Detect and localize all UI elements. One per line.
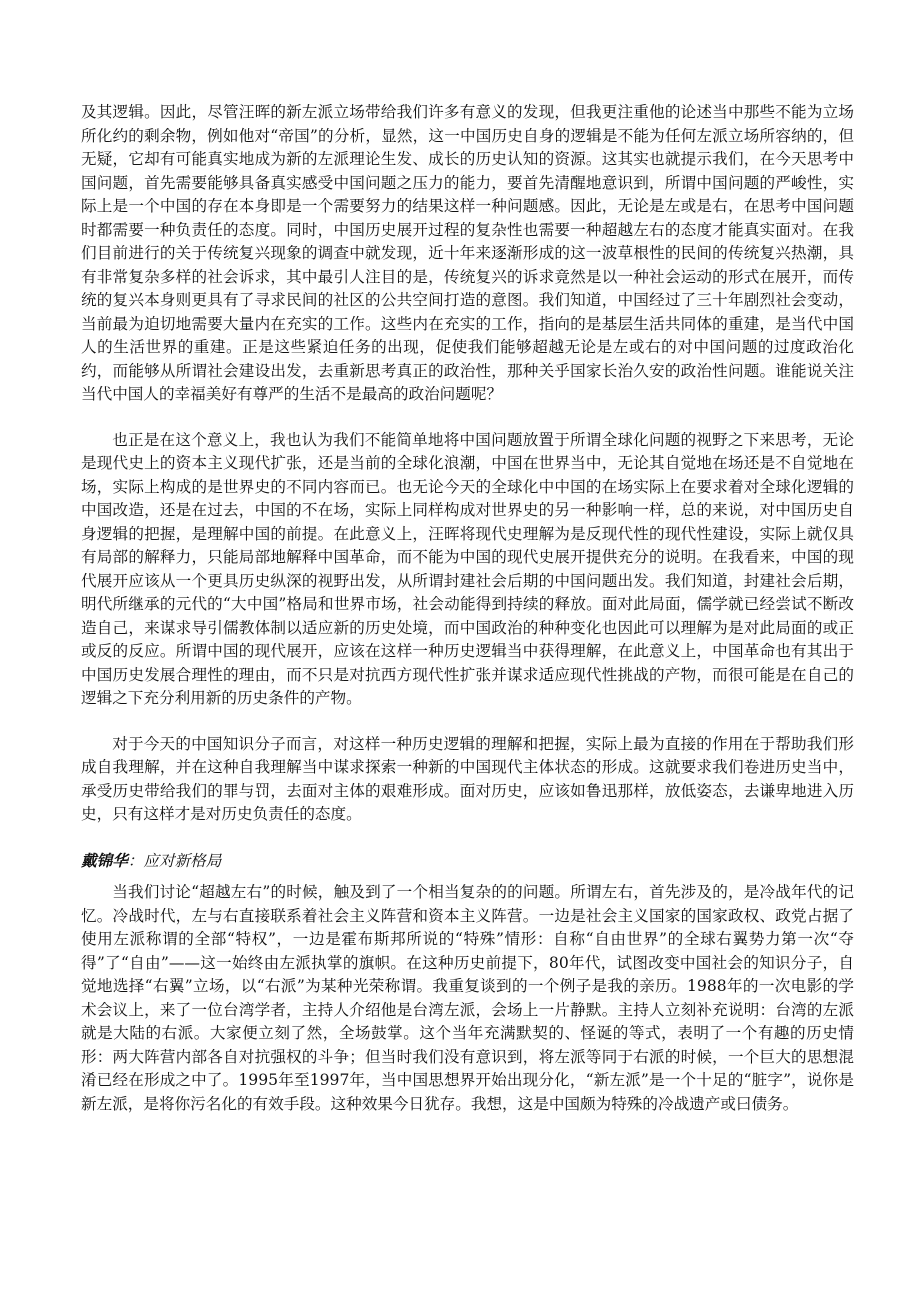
section-title: 应对新格局 [143, 851, 222, 870]
paragraph-1: 及其逻辑。因此，尽管汪晖的新左派立场带给我们许多有意义的发现，但我更注重他的论述当中那些不能为立场所化约的剩余物，例如他对“帝国”的分析，显然，这一中国历史自身的逻辑是不能为任何左派立场所容纳的，但无疑，它却有可能真实地成为新的左派理论生发、成长的历史认知的资源。这其实也就提示我们，在今天思考中国问题，首先需要能够具备真实感受中国问题之压力的能力，要首先清醒地意识到，所谓中国问题的严峻性，实际上是一个中国的存在本身即是一个需要努力的结果这样一种问题感。因此，无论是左或是右，在思考中国问题时都需要一种负责任的态度。同时，中国历史展开过程的复杂性也需要一种超越左右的态度才能真实面对。在我们目前进行的关于传统复兴现象的调查中就发现，近十年来逐渐形成的这一波草根性的民间的传统复兴热潮，具有非常复杂多样的社会诉求，其中最引人注目的是，传统复兴的诉求竟然是以一种社会运动的形式在展开，而传统的复兴本身则更具有了寻求民间的社区的公共空间打造的意图。我们知道，中国经过了三十年剧烈社会变动，当前最为迫切地需要大量内在充实的工作。这些内在充实的工作，指向的是基层生活共同体的重建，是当代中国人的生活世界的重建。正是这些紧迫任务的出现，促使我们能够超越无论是左或右的对中国问题的过度政治化约，而能够从所谓社会建设出发，去重新思考真正的政治性，那种关乎国家长治久安的政治性问题。谁能说关注当代中国人的幸福美好有尊严的生活不是最高的政治问题呢？ [81, 103, 854, 403]
section-author: 戴锦华 [81, 850, 128, 870]
section-separator: ： [127, 851, 144, 870]
section-heading [81, 849, 854, 874]
paragraph-3: 对于今天的中国知识分子而言，对这样一种历史逻辑的理解和把握，实际上最为直接的作用在于帮助我们形成自我理解，并在这种自我理解当中谋求探索一种新的中国现代主体状态的形成。这就要求我们卷进历史当中，承受历史带给我们的罪与罚，去面对主体的艰难形成。面对历史，应该如鲁迅那样，放低姿态，去谦卑地进入历史，只有这样才是对历史负责任的态度。 [81, 734, 854, 823]
document-body [81, 101, 854, 1116]
paragraph-2: 也正是在这个意义上，我也认为我们不能简单地将中国问题放置于所谓全球化问题的视野之下来思考，无论是现代史上的资本主义现代扩张，还是当前的全球化浪潮，中国在世界当中，无论其自觉地在场还是不自觉地在场，实际上构成的是世界史的不同内容而已。也无论今天的全球化中中国的在场实际上在要求着对全球化逻辑的中国改造，还是在过去，中国的不在场，实际上同样构成对世界史的另一种影响一样，总的来说，对中国历史自身逻辑的把握，是理解中国的前提。在此意义上，汪晖将现代史理解为是反现代性的现代性建设，实际上就仅具有局部的解释力，只能局部地解释中国革命，而不能为中国的现代史展开提供充分的说明。在我看来，中国的现代展开应该从一个更具历史纵深的视野出发，从所谓封建社会后期的中国问题出发。我们知道，封建社会后期，明代所继承的元代的“大中国”格局和世界市场，社会动能得到持续的释放。面对此局面，儒学就已经尝试不断改造自己，来谋求导引儒教体制以适应新的历史处境，而中国政治的种种变化也因此可以理解为是对此局面的或正或反的反应。所谓中国的现代展开，应该在这样一种历史逻辑当中获得理解，在此意义上，中国革命也有其出于中国历史发展合理性的理由，而不只是对抗西方现代性扩张并谋求适应现代性挑战的产物，而很可能是在自己的逻辑之下充分利用新的历史条件的产物。 [81, 430, 854, 707]
paragraph-4: 当我们讨论“超越左右”的时候，触及到了一个相当复杂的的问题。所谓左右，首先涉及的，是冷战年代的记忆。冷战时代，左与右直接联系着社会主义阵营和资本主义阵营。一边是社会主义国家的国家政权、政党占据了使用左派称谓的全部“特权”，一边是霍布斯邦所说的“特殊”情形：自称“自由世界”的全球右翼势力第一次“夺得”了“自由”——这一始终由左派执掌的旗帜。在这种历史前提下，80年代，试图改变中国社会的知识分子，自觉地选择“右翼”立场，以“右派”为某种光荣称谓。我重复谈到的一个例子是我的亲历。1988年的一次电影的学术会议上，来了一位台湾学者，主持人介绍他是台湾左派，会场上一片静默。主持人立刻补充说明：台湾的左派就是大陆的右派。大家便立刻了然，全场鼓掌。这个当年充满默契的、怪诞的等式，表明了一个有趣的历史情形：两大阵营内部各自对抗强权的斗争；但当时我们没有意识到，将左派等同于右派的时候，一个巨大的思想混淆已经在形成之中了。1995年至1997年，当中国思想界开始出现分化，“新左派”是一个十足的“脏字”，说你是新左派，是将你污名化的有效手段。这种效果今日犹存。我想，这是中国颇为特殊的冷战遗产或曰债务。 [81, 883, 854, 1113]
